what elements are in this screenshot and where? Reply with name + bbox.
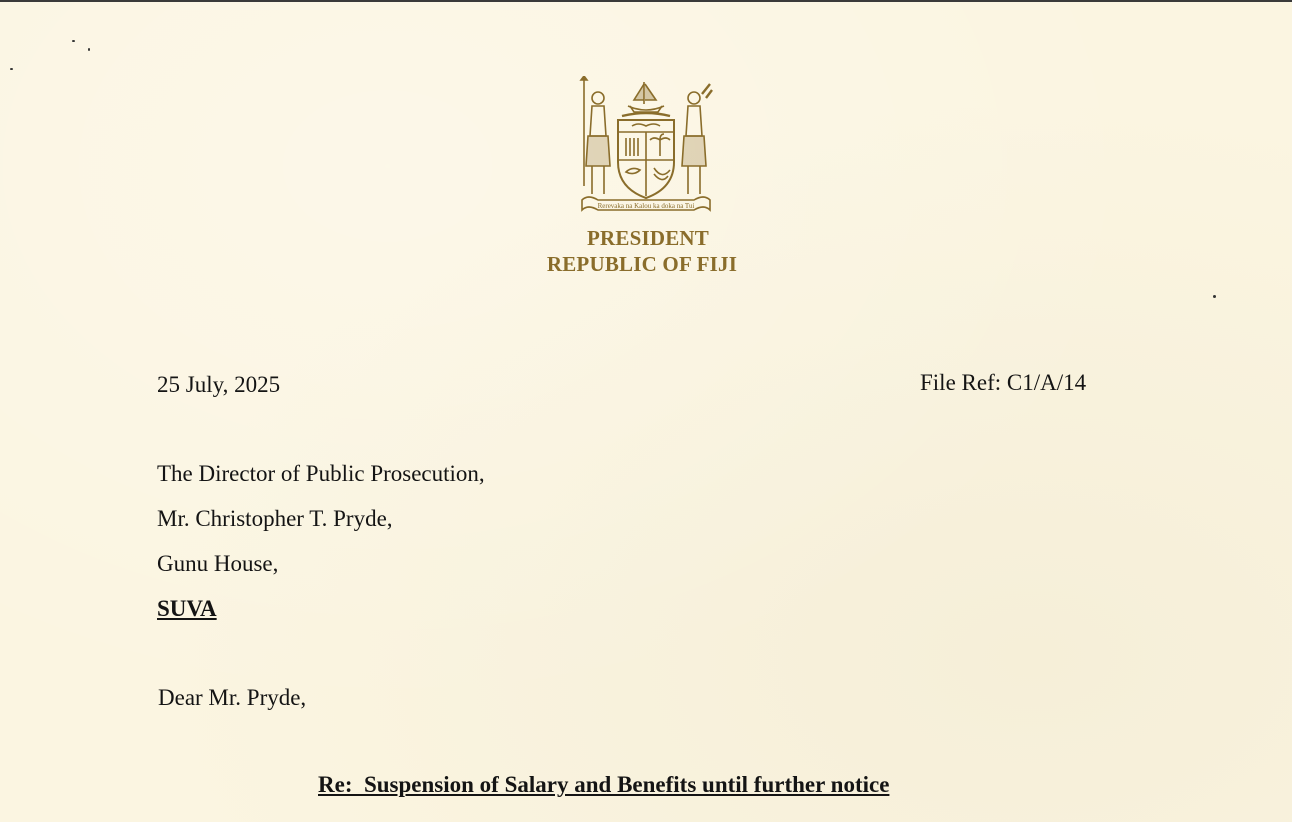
recipient-name: Mr. Christopher T. Pryde, — [157, 506, 393, 531]
letterhead-title-president: PRESIDENT — [587, 226, 709, 250]
recipient-city: SUVA — [157, 596, 217, 621]
file-reference: File Ref: C1/A/14 — [920, 370, 1087, 395]
fiji-coat-of-arms-crest — [578, 76, 714, 218]
letterhead-title-republic: REPUBLIC OF FIJI — [546, 252, 738, 276]
scan-speck — [72, 40, 75, 42]
recipient-title: The Director of Public Prosecution, — [157, 461, 485, 486]
scan-speck — [1213, 295, 1216, 298]
recipient-building: Gunu House, — [157, 551, 279, 576]
subject-line: Re: Suspension of Salary and Benefits until further notice — [318, 772, 890, 797]
salutation: Dear Mr. Pryde, — [158, 685, 307, 710]
scan-speck — [10, 68, 13, 70]
letter-date: 25 July, 2025 — [157, 372, 281, 397]
scan-speck — [88, 48, 90, 51]
crest-motto-text: Rerevaka na Kalou ka doka na Tui — [597, 202, 695, 210]
